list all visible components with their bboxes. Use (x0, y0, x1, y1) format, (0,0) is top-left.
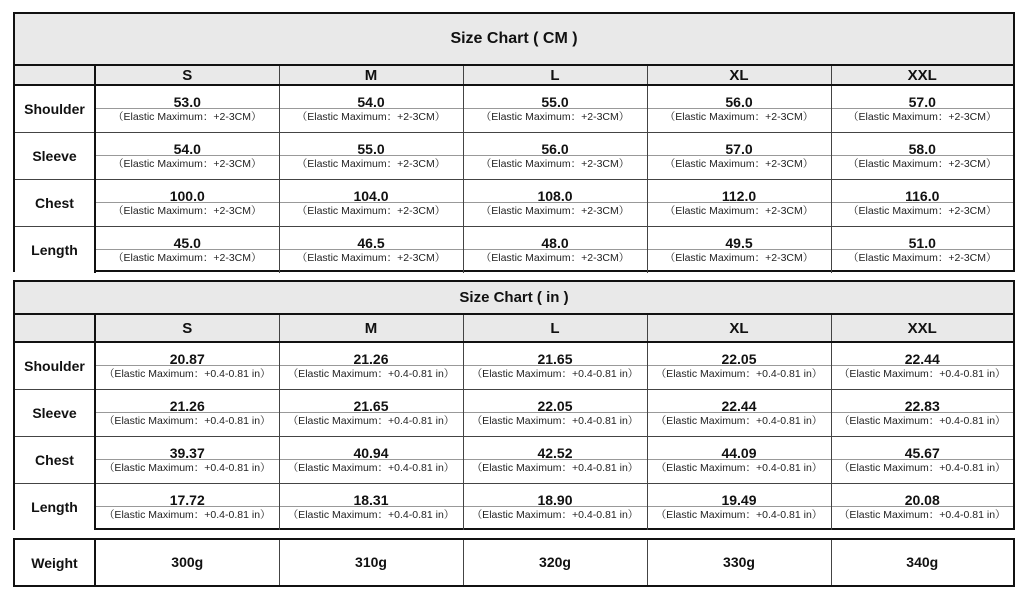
row-label-sleeve: Sleeve (15, 389, 95, 436)
size-header-s: S (95, 315, 279, 342)
table-cell (463, 389, 647, 436)
row-label-shoulder: Shoulder (15, 342, 95, 389)
table-cell (95, 483, 279, 530)
cell-value: 18.31 (353, 491, 389, 508)
row-label-sleeve: Sleeve (15, 132, 95, 179)
cell-note: （Elastic Maximum：+0.4-0.81 in） (838, 414, 1006, 427)
size-header-xl: XL (647, 66, 831, 85)
cell-note: （Elastic Maximum：+2-3CM） (480, 204, 630, 217)
cell-value: 20.08 (904, 491, 940, 508)
table-cell (831, 179, 1013, 226)
table-cell (647, 132, 831, 179)
cell-value: 100.0 (169, 187, 205, 204)
table-cell (279, 389, 463, 436)
cell-note: （Elastic Maximum：+0.4-0.81 in） (838, 368, 1006, 380)
weight-table (15, 540, 1013, 585)
cell-note: （Elastic Maximum：+0.4-0.81 in） (471, 508, 639, 521)
table-cell (647, 389, 831, 436)
table-cell (463, 483, 647, 530)
cell-value: 54.0 (357, 94, 385, 110)
cell-note: （Elastic Maximum：+0.4-0.81 in） (287, 508, 455, 521)
table-cell (831, 436, 1013, 483)
table-cell (95, 179, 279, 226)
cell-value: 18.90 (537, 491, 573, 508)
cell-note: （Elastic Maximum：+2-3CM） (113, 251, 262, 264)
cell-value: 21.65 (537, 351, 573, 367)
cell-note: （Elastic Maximum：+2-3CM） (296, 251, 446, 264)
cell-note: （Elastic Maximum：+0.4-0.81 in） (655, 414, 823, 427)
table-cell (95, 389, 279, 436)
cell-note: （Elastic Maximum：+2-3CM） (664, 251, 814, 264)
table-cell (463, 85, 647, 132)
size-chart-cm (13, 12, 1015, 272)
cell-value: 51.0 (908, 234, 936, 251)
cell-note: （Elastic Maximum：+2-3CM） (664, 157, 814, 170)
cell-note: （Elastic Maximum：+0.4-0.81 in） (655, 508, 823, 521)
cell-note: （Elastic Maximum：+2-3CM） (480, 157, 630, 170)
cell-value: 42.52 (537, 444, 573, 461)
table-cell (647, 436, 831, 483)
size-chart-cm-table (15, 66, 1013, 273)
table-cell (463, 132, 647, 179)
table-cell (279, 226, 463, 273)
size-chart-inch-title: Size Chart ( in ) (15, 282, 1013, 315)
cell-value: 22.05 (537, 397, 573, 414)
size-header-l: L (463, 315, 647, 342)
table-cell (463, 436, 647, 483)
cell-note: （Elastic Maximum：+0.4-0.81 in） (103, 508, 271, 521)
cell-note: （Elastic Maximum：+0.4-0.81 in） (103, 461, 271, 474)
cell-value: 21.65 (353, 397, 389, 414)
table-cell (831, 389, 1013, 436)
cell-note: （Elastic Maximum：+2-3CM） (664, 111, 814, 123)
cell-value: 39.37 (169, 444, 205, 461)
table-cell (647, 179, 831, 226)
cell-note: （Elastic Maximum：+2-3CM） (113, 204, 262, 217)
table-cell (279, 436, 463, 483)
cell-value: 46.5 (357, 234, 385, 251)
size-chart-inch-table (15, 315, 1013, 530)
cell-value: 45.0 (173, 234, 201, 251)
size-chart-inch (13, 280, 1015, 530)
row-label-length: Length (15, 483, 95, 530)
cell-value: 56.0 (725, 94, 753, 110)
cell-note: （Elastic Maximum：+0.4-0.81 in） (103, 368, 271, 380)
cell-value: 53.0 (173, 94, 201, 110)
size-header-l: L (463, 66, 647, 85)
table-cell (279, 483, 463, 530)
cell-value: 45.67 (904, 444, 940, 461)
table-cell (831, 132, 1013, 179)
size-header-xl: XL (647, 315, 831, 342)
cell-note: （Elastic Maximum：+0.4-0.81 in） (838, 508, 1006, 521)
cell-value: 22.05 (721, 351, 757, 367)
table-cell (647, 483, 831, 530)
cell-value: 56.0 (541, 140, 569, 157)
table-cell (95, 342, 279, 389)
cell-note: （Elastic Maximum：+0.4-0.81 in） (838, 461, 1006, 474)
weight-value: 300g (171, 553, 204, 570)
table-cell (463, 342, 647, 389)
table-cell (279, 342, 463, 389)
cell-note: （Elastic Maximum：+0.4-0.81 in） (287, 461, 455, 474)
table-cell (279, 132, 463, 179)
cell-value: 112.0 (721, 187, 757, 204)
cell-value: 49.5 (725, 234, 753, 251)
table-cell (831, 342, 1013, 389)
cell-note: （Elastic Maximum：+0.4-0.81 in） (103, 414, 271, 427)
cell-note: （Elastic Maximum：+2-3CM） (296, 204, 446, 217)
cell-value: 44.09 (721, 444, 757, 461)
cell-note: （Elastic Maximum：+2-3CM） (848, 204, 997, 217)
corner-cell (15, 66, 95, 85)
cell-note: （Elastic Maximum：+2-3CM） (664, 204, 814, 217)
size-header-xxl: XXL (831, 66, 1013, 85)
cell-value: 22.83 (904, 397, 940, 414)
table-cell (647, 226, 831, 273)
size-header-m: M (279, 315, 463, 342)
weight-value: 320g (539, 553, 571, 570)
cell-value: 104.0 (353, 187, 389, 204)
cell-value: 21.26 (169, 397, 205, 414)
cell-value: 17.72 (169, 491, 205, 508)
cell-note: （Elastic Maximum：+0.4-0.81 in） (655, 368, 823, 380)
cell-note: （Elastic Maximum：+2-3CM） (113, 157, 262, 170)
cell-note: （Elastic Maximum：+0.4-0.81 in） (287, 368, 455, 380)
weight-table-block (13, 538, 1015, 587)
table-cell (95, 85, 279, 132)
cell-note: （Elastic Maximum：+2-3CM） (848, 111, 997, 123)
cell-note: （Elastic Maximum：+2-3CM） (848, 251, 997, 264)
cell-value: 20.87 (169, 351, 205, 367)
cell-note: （Elastic Maximum：+2-3CM） (113, 111, 262, 123)
table-cell (647, 540, 831, 585)
row-label-weight: Weight (15, 540, 95, 585)
cell-value: 55.0 (541, 94, 569, 110)
table-cell (463, 226, 647, 273)
row-label-shoulder: Shoulder (15, 85, 95, 132)
cell-note: （Elastic Maximum：+0.4-0.81 in） (655, 461, 823, 474)
cell-value: 22.44 (721, 397, 757, 414)
cell-note: （Elastic Maximum：+2-3CM） (296, 157, 446, 170)
cell-note: （Elastic Maximum：+2-3CM） (480, 111, 630, 123)
table-cell (279, 85, 463, 132)
cell-value: 48.0 (541, 234, 569, 251)
cell-value: 58.0 (908, 140, 936, 157)
size-header-m: M (279, 66, 463, 85)
table-cell (95, 540, 279, 585)
table-cell (95, 226, 279, 273)
weight-value: 340g (906, 553, 939, 570)
cell-value: 116.0 (905, 187, 940, 204)
table-cell (95, 132, 279, 179)
cell-value: 108.0 (537, 187, 573, 204)
row-label-chest: Chest (15, 179, 95, 226)
cell-note: （Elastic Maximum：+2-3CM） (480, 251, 630, 264)
table-cell (463, 179, 647, 226)
cell-note: （Elastic Maximum：+2-3CM） (848, 157, 997, 170)
table-cell (463, 540, 647, 585)
table-cell (95, 436, 279, 483)
table-cell (831, 540, 1013, 585)
size-header-xxl: XXL (831, 315, 1013, 342)
cell-note: （Elastic Maximum：+2-3CM） (296, 111, 446, 123)
corner-cell (15, 315, 95, 342)
cell-value: 57.0 (908, 94, 936, 110)
table-cell (831, 226, 1013, 273)
size-header-s: S (95, 66, 279, 85)
table-cell (647, 85, 831, 132)
cell-value: 21.26 (353, 351, 389, 367)
cell-note: （Elastic Maximum：+0.4-0.81 in） (471, 414, 639, 427)
row-label-chest: Chest (15, 436, 95, 483)
table-cell (279, 540, 463, 585)
table-cell (279, 179, 463, 226)
cell-value: 54.0 (173, 140, 201, 157)
table-cell (647, 342, 831, 389)
size-chart-cm-title: Size Chart ( CM ) (15, 14, 1013, 66)
weight-value: 310g (355, 553, 387, 570)
table-cell (831, 85, 1013, 132)
cell-value: 57.0 (725, 140, 753, 157)
row-label-length: Length (15, 226, 95, 273)
cell-note: （Elastic Maximum：+0.4-0.81 in） (471, 461, 639, 474)
cell-note: （Elastic Maximum：+0.4-0.81 in） (287, 414, 455, 427)
cell-value: 40.94 (353, 444, 389, 461)
cell-value: 22.44 (904, 351, 940, 367)
cell-value: 19.49 (721, 491, 757, 508)
table-cell (831, 483, 1013, 530)
cell-value: 55.0 (357, 140, 385, 157)
cell-note: （Elastic Maximum：+0.4-0.81 in） (471, 368, 639, 380)
weight-value: 330g (723, 553, 755, 570)
